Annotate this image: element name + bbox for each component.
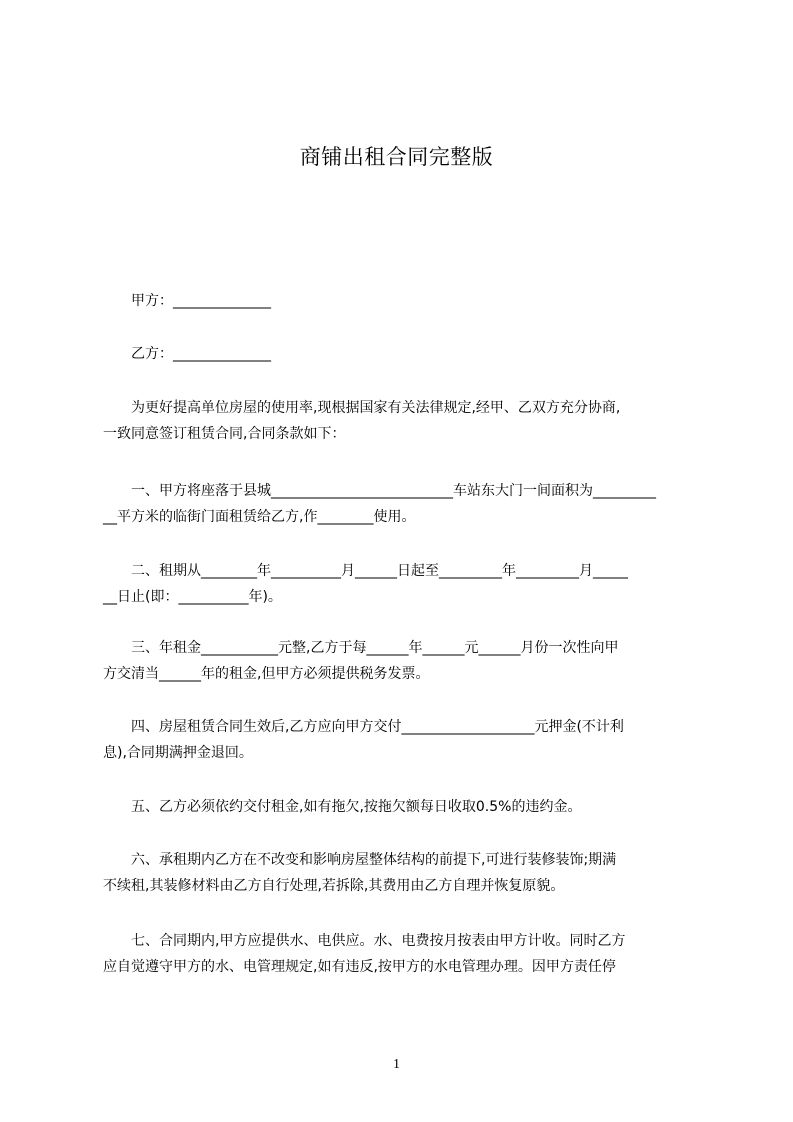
intro-paragraph xyxy=(103,395,701,447)
clause-5-line-1: 五、乙方必须依约交付租金,如有拖欠,按拖欠额每日收取0.5%的违约金。 xyxy=(103,799,582,815)
clause-3-line-1: 三、年租金___________元整,乙方于每______年______元______月份一次性向甲 xyxy=(103,640,619,656)
clause-5-paragraph xyxy=(103,794,701,820)
clause-1-paragraph xyxy=(103,478,701,530)
clause-4-line-2: 息),合同期满押金退回。 xyxy=(103,745,253,761)
clause-4-paragraph xyxy=(103,714,701,766)
clause-6-line-1: 六、承租期内乙方在不改变和影响房屋整体结构的前提下,可进行装修装饰;期满 xyxy=(103,852,617,868)
clause-7-line-2: 应自觉遵守甲方的水、电管理规定,如有违反,按甲方的水电管理办理。因甲方责任停 xyxy=(103,959,616,975)
party-a-line xyxy=(103,288,701,314)
party-b-line xyxy=(103,341,701,367)
clause-4-line-1: 四、房屋租赁合同生效后,乙方应向甲方交付___________________元押金(不计利 xyxy=(103,719,624,735)
intro-line-2: 一致同意签订租赁合同,合同条款如下： xyxy=(103,426,346,442)
clause-3-paragraph xyxy=(103,635,701,687)
clause-2-line-2: __日止(即：__________年)。 xyxy=(103,589,282,605)
page-number: 1 xyxy=(393,1057,400,1072)
clause-7-paragraph xyxy=(103,928,701,980)
clause-6-line-2: 不续租,其装修材料由乙方自行处理,若拆除,其费用由乙方自理并恢复原貌。 xyxy=(103,878,565,894)
party-a-text: 甲方：______________ xyxy=(103,293,271,309)
clause-2-line-1: 二、租期从________年__________月______日起至_________年_________月_____ xyxy=(103,563,628,579)
clause-1-line-2: __平方米的临街门面租赁给乙方,作________使用。 xyxy=(103,509,416,525)
document-title: 商铺出租合同完整版 xyxy=(299,145,494,169)
party-b-text: 乙方：______________ xyxy=(103,346,271,362)
clause-1-line-1: 一、甲方将座落于县城__________________________车站东大门一间面积为_________ xyxy=(103,483,656,499)
clause-6-paragraph xyxy=(103,847,701,899)
clause-2-paragraph xyxy=(103,558,701,610)
clause-7-line-1: 七、合同期内,甲方应提供水、电供应。水、电费按月按表由甲方计收。同时乙方 xyxy=(103,933,626,949)
clause-3-line-2: 方交清当______年的租金,但甲方必须提供税务发票。 xyxy=(103,666,430,682)
intro-line-1: 为更好提高单位房屋的使用率,现根据国家有关法律规定,经甲、乙双方充分协商, xyxy=(103,400,621,416)
